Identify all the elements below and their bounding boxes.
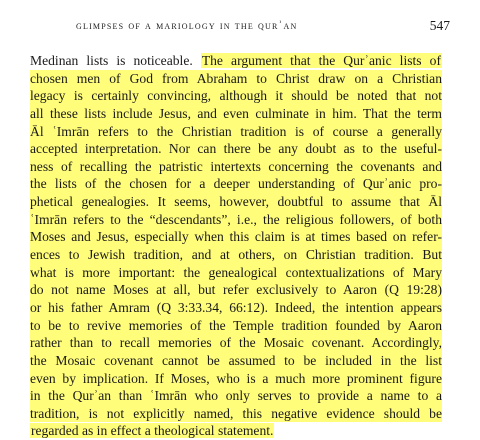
paragraph-line (30, 52, 442, 70)
highlighted-line: what is more important: the genealogical contextualizations of Mary (30, 264, 442, 280)
highlighted-line: Moses and Jesus, especially when this claim is at times based on refer- (30, 229, 442, 245)
highlighted-line: accepted interpretation. Nor can there be any doubt as to the useful- (30, 141, 442, 157)
highlighted-line: the lists of the chosen for a deeper understanding of Qurʾanic pro- (30, 176, 442, 192)
main-paragraph (30, 52, 442, 440)
highlighted-line: even by implication. If Moses, who is a much more prominent figure (30, 370, 442, 386)
highlighted-text: The argument that the Qurʾanic lists of (201, 53, 441, 68)
highlighted-line: ʿImrān refers to the “descendants”, i.e., the religious followers, of both (30, 211, 442, 227)
highlighted-text: regarded as in effect a theological statement. (31, 423, 274, 439)
highlighted-line: phetical genealogies. It seems, however, doubtful to assume that Āl (30, 194, 442, 210)
highlighted-line: the Mosaic covenant cannot be assumed to be included in the list (30, 352, 442, 368)
highlighted-line: to be to revive memories of the Temple tradition founded by Aaron (30, 317, 442, 333)
highlighted-line: chosen men of God from Abraham to Christ draw on a Christian (30, 70, 442, 86)
highlighted-line: ences to Jewish tradition, and at others, on Christian tradition. But (30, 247, 442, 263)
page-number: 547 (429, 18, 450, 33)
highlighted-line: all these lists include Jesus, and even culminate in him. That the term (30, 105, 442, 121)
highlighted-line: ness of recalling the patristic intertexts concerning the covenants and (30, 158, 442, 174)
highlighted-line: Āl ʿImrān refers to the Christian tradition is of course a generally (30, 123, 442, 139)
highlighted-line: do not name Moses at all, but refer exclusively to Aaron (Q 19:28) (30, 282, 442, 298)
highlighted-line: legacy is certainly convincing, although it should be noted that not (30, 88, 442, 104)
line-plain-text: Medinan lists is noticeable. (30, 53, 201, 68)
highlighted-line: in the Qurʾan than ʿImrān who only serves to provide a name to a (30, 388, 442, 404)
paragraph-line-last (30, 422, 442, 440)
highlighted-line: tradition, is not explicitly named, this negative evidence should be (30, 405, 442, 421)
highlighted-line: or his father Amram (Q 3:33.34, 66:12). Indeed, the intention appears (30, 299, 442, 315)
running-head: glimpses of a mariology in the qurʾan (76, 20, 298, 32)
highlighted-line: rather than to recall memories of the Mosaic covenant. Accordingly, (30, 335, 442, 351)
